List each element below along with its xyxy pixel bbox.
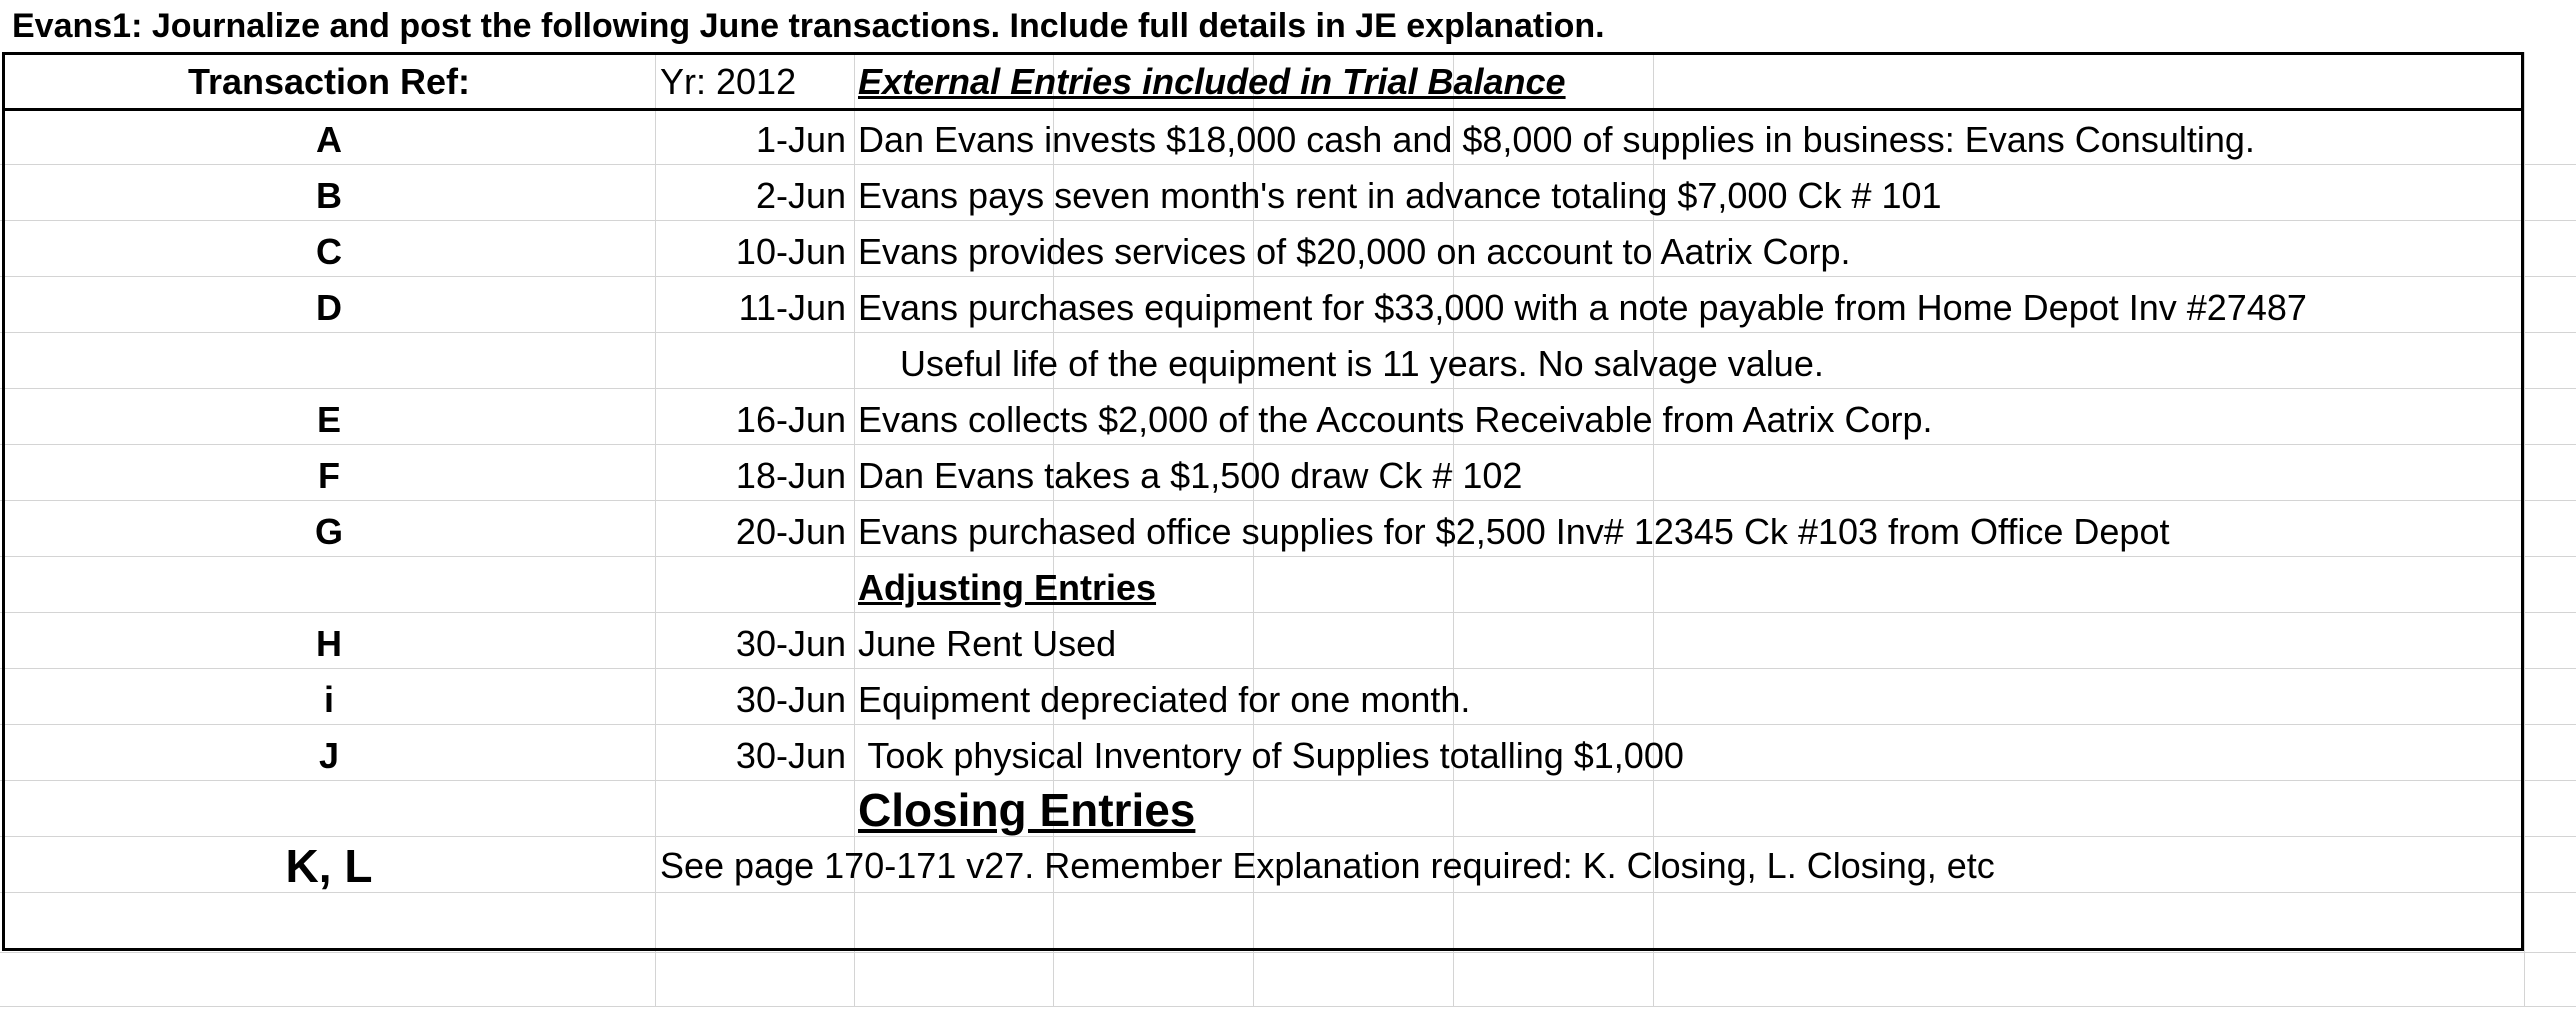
gridline (2524, 52, 2525, 1007)
table-row-date: 2-Jun (755, 175, 846, 216)
table-row-description: Evans purchased office supplies for $2,500 Inv# 12345 Ck #103 from Office Depot (858, 511, 2170, 552)
table-row-description: Evans collects $2,000 of the Accounts Receivable from Aatrix Corp. (858, 399, 1933, 440)
table-row-ref: i (323, 679, 334, 720)
table-row-description: Evans pays seven month's rent in advance totaling $7,000 Ck # 101 (858, 175, 1942, 216)
table-row-description: Equipment depreciated for one month. (858, 679, 1471, 720)
table-row-description: Took physical Inventory of Supplies totalling $1,000 (858, 735, 1684, 776)
table-row-date: 20-Jun (735, 511, 846, 552)
column-header-year: Yr: 2012 (660, 61, 797, 102)
closing-note: See page 170-171 v27. Remember Explanation required: K. Closing, L. Closing, etc (660, 845, 1995, 886)
table-row-ref: K, L (285, 840, 373, 892)
gridline (0, 1006, 2576, 1007)
table-row-ref: B (316, 175, 342, 216)
section-heading-adjusting: Adjusting Entries (858, 567, 1157, 608)
page-title: Evans1: Journalize and post the following June transactions. Include full details in JE explanation. (12, 7, 1605, 45)
table-row-date: 16-Jun (735, 399, 846, 440)
table-row-description: Dan Evans takes a $1,500 draw Ck # 102 (858, 455, 1523, 496)
table-row-date: 30-Jun (735, 735, 846, 776)
gridline (0, 952, 2576, 953)
table-row-description: Evans purchases equipment for $33,000 with a note payable from Home Depot Inv #27487 (858, 287, 2307, 328)
table-row-date: 1-Jun (755, 119, 846, 160)
section-heading-closing: Closing Entries (858, 784, 1196, 836)
table-row-ref: H (316, 623, 342, 664)
table-row-description: Dan Evans invests $18,000 cash and $8,000 of supplies in business: Evans Consulting. (858, 119, 2255, 160)
column-header-transaction-ref: Transaction Ref: (187, 61, 471, 102)
table-row-ref: D (316, 287, 342, 328)
table-row-description: Evans provides services of $20,000 on account to Aatrix Corp. (858, 231, 1851, 272)
table-row-date: 10-Jun (735, 231, 846, 272)
table-row-date: 30-Jun (735, 679, 846, 720)
section-heading-external: External Entries included in Trial Balance (858, 61, 1566, 102)
table-row-ref: J (318, 735, 340, 776)
table-row-date: 18-Jun (735, 455, 846, 496)
table-row-date: 30-Jun (735, 623, 846, 664)
table-row-date: 11-Jun (738, 287, 846, 328)
table-row-ref: E (316, 399, 341, 440)
table-row-description: June Rent Used (858, 623, 1117, 664)
table-row-ref: G (314, 511, 343, 552)
table-row-ref: A (316, 119, 342, 160)
table-row-ref: C (316, 231, 342, 272)
table-row-ref: F (318, 455, 340, 496)
table-row-continuation: Useful life of the equipment is 11 years. No salvage value. (900, 343, 1824, 384)
